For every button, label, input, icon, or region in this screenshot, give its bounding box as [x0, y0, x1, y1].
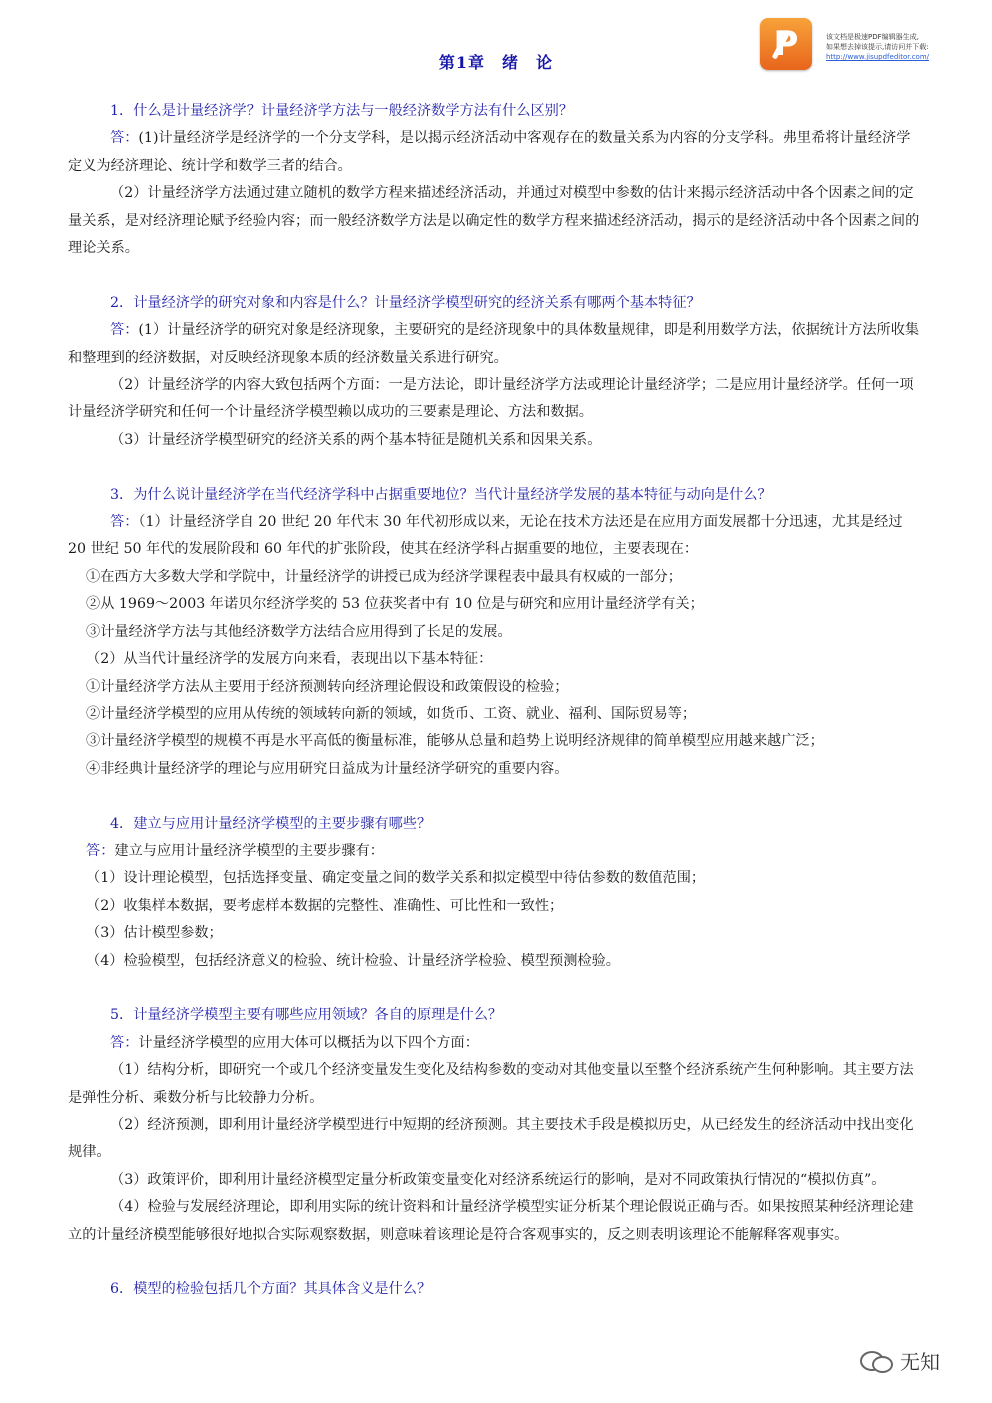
question-6: 6．模型的检验包括几个方面？其具体含义是什么？ — [110, 1281, 432, 1298]
watermark-url[interactable]: http://www.jisupdfeditor.com/ — [826, 53, 930, 61]
answer-label: 答： — [110, 130, 139, 147]
answer-paragraph: （2）计量经济学的内容大致包括两个方面：一是方法论，即计量经济学方法或理论计量经济学；二是应用计量经济学。任何一项计量经济学研究和任何一个计量经济学模型赖以成功的三要素是理论、方法和数据。 — [68, 377, 914, 421]
answer-paragraph — [68, 317, 924, 372]
answer-paragraph — [68, 509, 924, 564]
answer-paragraph: （2）从当代计量经济学的发展方向来看，表现出以下基本特征： — [86, 651, 493, 668]
list-item: （2）经济预测，即利用计量经济学模型进行中短期的经济预测。其主要技术手段是模拟历史，从已经发生的经济活动中找出变化规律。 — [68, 1116, 914, 1161]
list-item: （4）检验与发展经济理论，即利用实际的统计资料和计量经济学模型实证分析某个理论假说正确与否。如果按照某种经济理论建立的计量经济模型能够很好地拟合实际观察数据，则意味着该理论是符合客观事实的，反之则表明该理论不能解释客观事实。 — [68, 1199, 914, 1243]
watermark-line2: 如果想去掉该提示,请访问并下载: — [826, 43, 929, 51]
answer-text: 建立与应用计量经济学模型的主要步骤有： — [114, 842, 384, 859]
list-item: ②计量经济学模型的应用从传统的领域转向新的领域，如货币、工资、就业、福利、国际贸易等； — [86, 705, 697, 722]
answer-text: （1）计量经济学自 20 世纪 20 年代末 30 年代初形成以来，无论在技术方法还是在应用方面发展都十分迅速，尤其是经过 20 世纪 50 年代的发展阶段和 60 年代的扩张阶段，使其在经济学科占据重要的地位，主要表现在： — [68, 514, 903, 558]
logo-letter: P — [773, 24, 799, 64]
list-item: ①计量经济学方法从主要用于经济预测转向经济理论假设和政策假设的检验； — [86, 678, 569, 695]
answer-paragraph — [68, 1030, 924, 1057]
list-item: ①在西方大多数大学和学院中，计量经济学的讲授已成为经济学课程表中最具有权威的一部分； — [86, 568, 682, 585]
answer-label: 答： — [110, 514, 139, 531]
watermark-line1: 该文档是极速PDF编辑器生成, — [826, 33, 919, 41]
list-item: ③计量经济学模型的规模不再是水平高低的衡量标准，能够从总量和趋势上说明经济规律的简单模型应用越来越广泛； — [86, 733, 824, 750]
wechat-chat-icon — [860, 1347, 894, 1373]
list-item: ④非经典计量经济学的理论与应用研究日益成为计量经济学研究的重要内容。 — [86, 760, 569, 777]
chapter-title: 第1章 绪 论 — [438, 53, 554, 72]
list-item: ②从 1969～2003 年诺贝尔经济学奖的 53 位获奖者中有 10 位是与研究和应用计量经济学有关； — [86, 596, 704, 613]
footer-text: 无知 — [900, 1349, 940, 1374]
question-4: 4．建立与应用计量经济学模型的主要步骤有哪些？ — [110, 815, 432, 832]
question-5: 5．计量经济学模型主要有哪些应用领域？各自的原理是什么？ — [110, 1007, 503, 1024]
list-item: （1）设计理论模型，包括选择变量、确定变量之间的数学关系和拟定模型中待估参数的数值范围； — [86, 870, 706, 887]
list-item: （1）结构分析，即研究一个或几个经济变量发生变化及结构参数的变动对其他变量以至整个经济系统产生何种影响。其主要方法是弹性分析、乘数分析与比较静力分析。 — [68, 1062, 914, 1106]
answer-text: (1)计量经济学是经济学的一个分支学科，是以揭示经济活动中客观存在的数量关系为内容的分支学科。弗里希将计量经济学定义为经济理论、统计学和数学三者的结合。 — [68, 130, 911, 174]
list-item: （3）政策评价，即利用计量经济模型定量分析政策变量变化对经济系统运行的影响，是对不同政策执行情况的“模拟仿真”。 — [110, 1171, 886, 1188]
list-item: （4）检验模型，包括经济意义的检验、统计检验、计量经济学检验、模型预测检验。 — [86, 952, 620, 969]
answer-paragraph — [68, 838, 924, 865]
answer-paragraph: （2）计量经济学方法通过建立随机的数学方程来描述经济活动，并通过对模型中参数的估计来揭示经济活动中各个因素之间的定量关系，是对经济理论赋予经验内容；而一般经济数学方法是以确定性的数学方程来描述经济活动，揭示的是经济活动中各个因素之间的理论关系。 — [68, 185, 920, 257]
list-item: （3）估计模型参数； — [86, 925, 223, 942]
footer-brand — [860, 1345, 940, 1375]
answer-label: 答： — [110, 322, 139, 339]
question-2: 2．计量经济学的研究对象和内容是什么？计量经济学模型研究的经济关系有哪两个基本特征？ — [110, 294, 701, 311]
answer-label: 答： — [110, 1034, 139, 1051]
answer-text: 计量经济学模型的应用大体可以概括为以下四个方面： — [138, 1034, 479, 1051]
answer-text: (1）计量经济学的研究对象是经济现象，主要研究的是经济现象中的具体数量规律，即是利用数学方法，依据统计方法所收集和整理到的经济数据，对反映经济现象本质的经济数量关系进行研究。 — [68, 322, 920, 366]
list-item: （2）收集样本数据，要考虑样本数据的完整性、准确性、可比性和一致性； — [86, 897, 564, 914]
answer-paragraph — [68, 125, 924, 180]
answer-label: 答： — [86, 842, 115, 859]
list-item: ③计量经济学方法与其他经济数学方法结合应用得到了长足的发展。 — [86, 623, 512, 640]
question-1: 1．什么是计量经济学？计量经济学方法与一般经济数学方法有什么区别？ — [110, 103, 574, 119]
document-body — [68, 98, 924, 1304]
question-3: 3．为什么说计量经济学在当代经济学科中占据重要地位？当代计量经济学发展的基本特征与动向是什么？ — [110, 486, 772, 503]
answer-paragraph: （3）计量经济学模型研究的经济关系的两个基本特征是随机关系和因果关系。 — [110, 431, 602, 448]
